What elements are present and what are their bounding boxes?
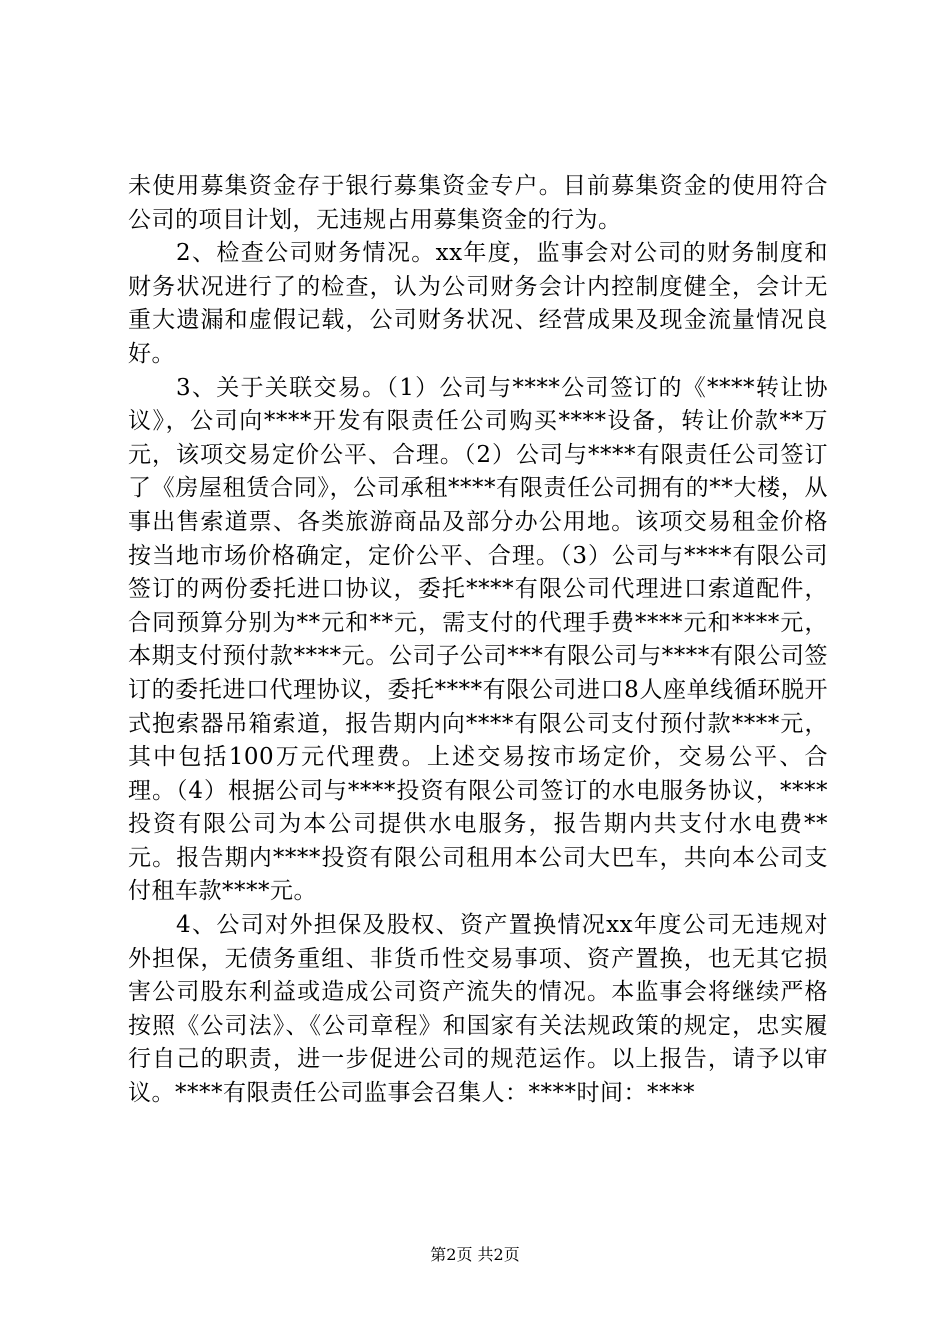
paragraph-1: 未使用募集资金存于银行募集资金专户。目前募集资金的使用符合公司的项目计划，无违规占用募集资金的行为。	[128, 173, 828, 233]
page-footer: 第2页 共2页	[430, 1245, 520, 1264]
document-body	[128, 170, 828, 1111]
paragraph-2: 2、检查公司财务情况。xx年度，监事会对公司的财务制度和财务状况进行了的检查，认为公司财务会计内控制度健全，会计无重大遗漏和虚假记载，公司财务状况、经营成果及现金流量情况良好。	[128, 240, 828, 367]
paragraph-3: 3、关于关联交易。（1）公司与****公司签订的《****转让协议》，公司向****开发有限责任公司购买****设备，转让价款**万元，该项交易定价公平、合理。（2）公司与****有限责任公司签订了《房屋租赁合同》，公司承租****有限责任公司拥有的**大楼，从事出售索道票、各类旅游商品及部分办公用地。该项交易租金价格按当地市场价格确定，定价公平、合理。（3）公司与****有限公司签订的两份委托进口协议，委托****有限公司代理进口索道配件，合同预算分别为**元和**元，需支付的代理手费****元和****元，本期支付预付款****元。公司子公司***有限公司与****有限公司签订的委托进口代理协议，委托****有限公司进口8人座单线循环脱开式抱索器吊箱索道，报告期内向****有限公司支付预付款****元，其中包括100万元代理费。上述交易按市场定价，交易公平、合理。（4）根据公司与****投资有限公司签订的水电服务协议，****投资有限公司为本公司提供水电服务，报告期内共支付水电费**元。报告期内****投资有限公司租用本公司大巴车，共向本公司支付租车款****元。	[128, 374, 828, 905]
paragraph-4: 4、公司对外担保及股权、资产置换情况xx年度公司无违规对外担保，无债务重组、非货币性交易事项、资产置换，也无其它损害公司股东利益或造成公司资产流失的情况。本监事会将继续严格按照《公司法》、《公司章程》和国家有关法规政策的规定，忠实履行自己的职责，进一步促进公司的规范运作。以上报告，请予以审议。****有限责任公司监事会召集人：****时间：****	[128, 912, 828, 1107]
